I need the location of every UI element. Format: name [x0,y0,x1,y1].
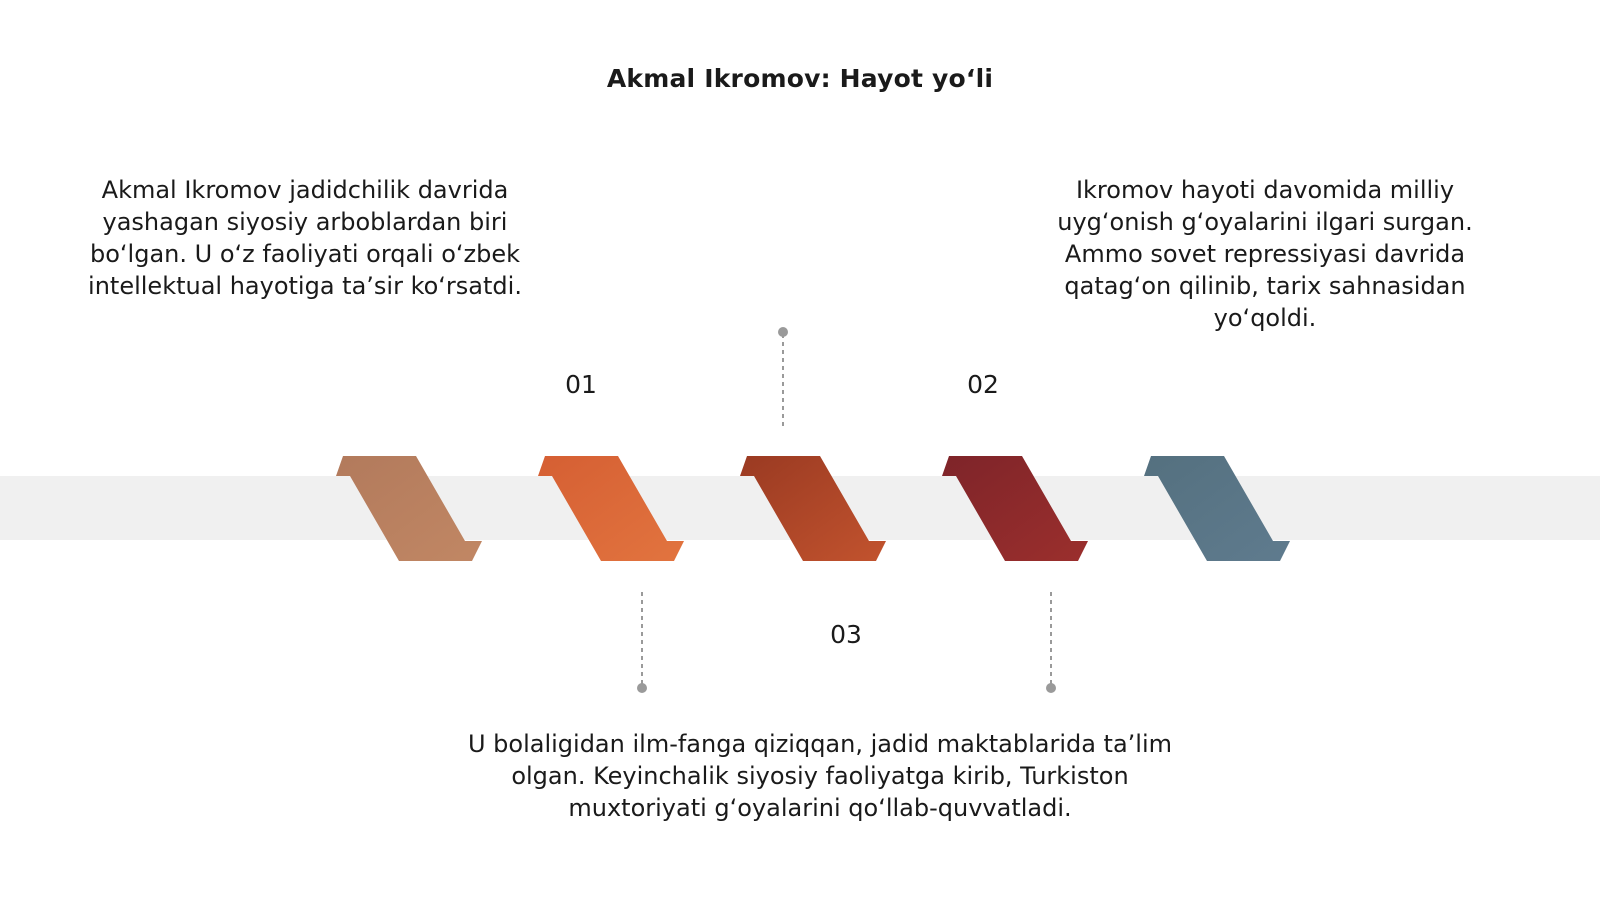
step-3-number: 03 [830,620,862,649]
timeline-segment-5 [1144,456,1290,561]
connector-dot-top [778,327,788,337]
step-1-number: 01 [565,370,597,399]
timeline-segment-1 [336,456,482,561]
timeline-segment-2 [538,456,684,561]
step-1-text: Akmal Ikromov jadidchilik davrida yashagan siyosiy arboblardan biri bo‘lgan. U o‘z faoliyati orqali o‘zbek intellektual hayotiga ta’sir ko‘rsatdi. [88,176,522,300]
timeline-segment-4 [942,456,1088,561]
page-title: Akmal Ikromov: Hayot yo‘li [606,64,994,93]
step-2-text: Ikromov hayoti davomida milliy uyg‘onish g‘oyalarini ilgari surgan. Ammo sovet repressiyasi davrida qatag‘on qilinib, tarix sahnasidan yo‘qoldi. [1057,176,1473,332]
timeline-segment-3 [740,456,886,561]
step-3-text: U bolaligidan ilm-fanga qiziqqan, jadid maktablarida ta’lim olgan. Keyinchalik siyosiy faoliyatga kirib, Turkiston muxtoriyati g‘oyalarini qo‘llab-quvvatladi. [467,730,1173,822]
connector-dot-bottom-right [1046,683,1056,693]
step-2-number: 02 [967,370,999,399]
connector-dot-bottom-left [637,683,647,693]
